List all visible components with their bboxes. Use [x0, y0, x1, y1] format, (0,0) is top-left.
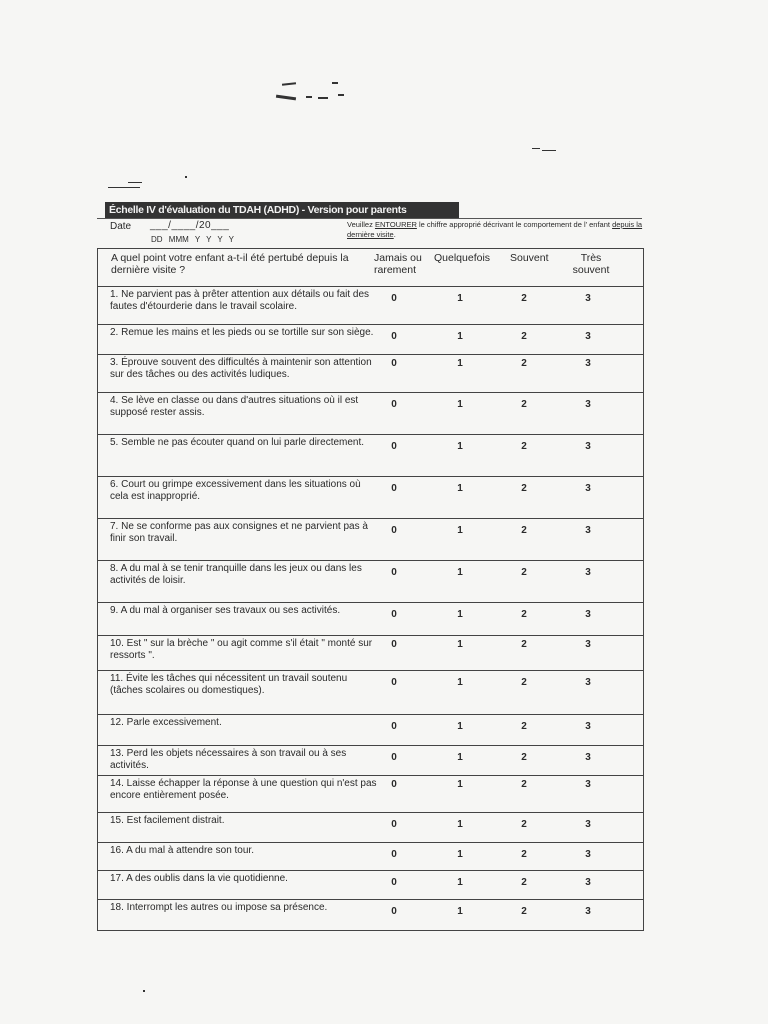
rating-option-1[interactable]: 1	[457, 877, 463, 888]
date-label: Date	[110, 221, 132, 232]
rating-option-2[interactable]: 2	[521, 358, 527, 369]
rating-option-0[interactable]: 0	[391, 331, 397, 342]
rating-option-0[interactable]: 0	[391, 721, 397, 732]
rating-option-2[interactable]: 2	[521, 293, 527, 304]
rating-option-0[interactable]: 0	[391, 358, 397, 369]
instruction-verb: ENTOURER	[374, 220, 417, 229]
rating-option-1[interactable]: 1	[457, 906, 463, 917]
table-row	[98, 900, 643, 931]
rating-option-3[interactable]: 3	[585, 752, 591, 763]
rating-option-3[interactable]: 3	[585, 525, 591, 536]
table-question: A quel point votre enfant a-t-il été pertubé depuis la dernière visite ?	[111, 252, 349, 276]
item-text: 8. A du mal à se tenir tranquille dans les jeux ou dans les activités de loisir.	[110, 563, 362, 586]
table-row	[98, 603, 643, 636]
rating-option-2[interactable]: 2	[521, 677, 527, 688]
rating-option-3[interactable]: 3	[585, 849, 591, 860]
scan-mark	[532, 148, 540, 149]
rating-option-1[interactable]: 1	[457, 721, 463, 732]
rating-option-1[interactable]: 1	[457, 399, 463, 410]
instruction-underline: depuis la dernière visite	[347, 220, 643, 239]
rating-option-2[interactable]: 2	[521, 399, 527, 410]
date-format-hint: DD MMM Y Y Y Y	[151, 235, 234, 244]
rating-option-1[interactable]: 1	[457, 609, 463, 620]
rating-option-2[interactable]: 2	[521, 906, 527, 917]
rating-option-0[interactable]: 0	[391, 441, 397, 452]
rating-option-3[interactable]: 3	[585, 779, 591, 790]
rating-option-0[interactable]: 0	[391, 752, 397, 763]
column-header-very-often: Très souvent	[572, 252, 610, 276]
rating-option-2[interactable]: 2	[521, 525, 527, 536]
table-row	[98, 519, 643, 561]
item-text: 4. Se lève en classe ou dans d'autres situations où il est supposé rester assis.	[110, 395, 359, 418]
scan-mark	[306, 96, 312, 98]
rating-option-1[interactable]: 1	[457, 441, 463, 452]
item-text: 13. Perd les objets nécessaires à son travail ou à ses activités.	[110, 748, 347, 771]
item-text: 7. Ne se conforme pas aux consignes et ne parvient pas à finir son travail.	[110, 521, 368, 544]
scan-mark	[143, 990, 145, 992]
form-title: Échelle IV d'évaluation du TDAH (ADHD) - Version pour parents	[105, 202, 459, 218]
scan-mark	[282, 82, 296, 85]
rating-option-3[interactable]: 3	[585, 441, 591, 452]
rating-option-3[interactable]: 3	[585, 567, 591, 578]
rating-option-0[interactable]: 0	[391, 906, 397, 917]
rating-option-1[interactable]: 1	[457, 525, 463, 536]
item-text: 12. Parle excessivement.	[110, 717, 222, 728]
instruction-prefix: Veuillez	[347, 220, 373, 229]
rating-option-1[interactable]: 1	[457, 752, 463, 763]
scan-mark	[332, 82, 338, 84]
table-row	[98, 355, 643, 393]
item-text: 9. A du mal à organiser ses travaux ou ses activités.	[110, 605, 341, 616]
rating-option-0[interactable]: 0	[391, 567, 397, 578]
table-row	[98, 715, 643, 746]
rating-option-0[interactable]: 0	[391, 639, 397, 650]
date-field[interactable]: ___/____/20___	[150, 220, 230, 231]
rating-option-2[interactable]: 2	[521, 567, 527, 578]
rating-option-1[interactable]: 1	[457, 483, 463, 494]
rating-option-1[interactable]: 1	[457, 358, 463, 369]
rating-option-3[interactable]: 3	[585, 483, 591, 494]
table-row	[98, 435, 643, 477]
item-text: 18. Interrompt les autres ou impose sa présence.	[110, 902, 328, 913]
rating-option-0[interactable]: 0	[391, 525, 397, 536]
column-header-never: Jamais ou rarement	[374, 252, 422, 276]
table-row	[98, 325, 643, 355]
item-text: 15. Est facilement distrait.	[110, 815, 225, 826]
rating-option-1[interactable]: 1	[457, 819, 463, 830]
item-text: 1. Ne parvient pas à prêter attention aux détails ou fait des fautes d'étourderie dans le travail scolaire.	[110, 289, 370, 312]
rating-option-2[interactable]: 2	[521, 849, 527, 860]
scan-mark	[276, 95, 296, 101]
rating-option-1[interactable]: 1	[457, 639, 463, 650]
rating-option-0[interactable]: 0	[391, 849, 397, 860]
title-rule	[97, 218, 642, 219]
table-header-row	[98, 249, 643, 287]
rating-option-1[interactable]: 1	[457, 779, 463, 790]
rating-option-0[interactable]: 0	[391, 877, 397, 888]
table-row	[98, 636, 643, 671]
rating-option-1[interactable]: 1	[457, 331, 463, 342]
rating-option-3[interactable]: 3	[585, 358, 591, 369]
item-text: 2. Remue les mains et les pieds ou se tortille sur son siège.	[110, 327, 374, 338]
scan-mark	[542, 150, 556, 151]
rating-option-3[interactable]: 3	[585, 293, 591, 304]
item-text: 5. Semble ne pas écouter quand on lui parle directement.	[110, 437, 365, 448]
rating-option-2[interactable]: 2	[521, 779, 527, 790]
rating-option-2[interactable]: 2	[521, 819, 527, 830]
instructions	[347, 220, 643, 240]
item-text: 10. Est " sur la brèche " ou agit comme s'il était " monté sur ressorts ".	[110, 638, 373, 661]
item-text: 16. A du mal à attendre son tour.	[110, 845, 254, 856]
scan-mark	[128, 182, 142, 183]
rating-option-2[interactable]: 2	[521, 721, 527, 732]
item-text: 17. A des oublis dans la vie quotidienne.	[110, 873, 288, 884]
instruction-end: .	[393, 230, 396, 239]
item-text: 3. Éprouve souvent des difficultés à maintenir son attention sur des tâches ou des activités ludiques.	[110, 357, 372, 380]
rating-option-1[interactable]: 1	[457, 677, 463, 688]
item-text: 11. Évite les tâches qui nécessitent un travail soutenu (tâches scolaires ou domestiques).	[110, 673, 348, 696]
table-row	[98, 746, 643, 776]
rating-option-3[interactable]: 3	[585, 677, 591, 688]
rating-option-2[interactable]: 2	[521, 752, 527, 763]
rating-option-3[interactable]: 3	[585, 609, 591, 620]
rating-option-0[interactable]: 0	[391, 677, 397, 688]
rating-table	[97, 248, 644, 931]
table-row	[98, 871, 643, 900]
rating-option-0[interactable]: 0	[391, 819, 397, 830]
rating-option-3[interactable]: 3	[585, 399, 591, 410]
table-row	[98, 287, 643, 325]
rating-option-0[interactable]: 0	[391, 399, 397, 410]
rating-option-2[interactable]: 2	[521, 609, 527, 620]
instruction-mid: le chiffre approprié décrivant le comportement de l' enfant	[419, 220, 610, 229]
column-header-sometimes: Quelquefois	[434, 252, 491, 264]
rating-option-1[interactable]: 1	[457, 293, 463, 304]
rating-option-3[interactable]: 3	[585, 906, 591, 917]
rating-option-3[interactable]: 3	[585, 721, 591, 732]
item-text: 14. Laisse échapper la réponse à une question qui n'est pas encore entièrement posée.	[110, 778, 377, 801]
rating-option-0[interactable]: 0	[391, 779, 397, 790]
rating-option-3[interactable]: 3	[585, 819, 591, 830]
rating-option-1[interactable]: 1	[457, 849, 463, 860]
rating-option-1[interactable]: 1	[457, 567, 463, 578]
table-row	[98, 813, 643, 843]
table-row	[98, 477, 643, 519]
rating-option-2[interactable]: 2	[521, 331, 527, 342]
rating-option-3[interactable]: 3	[585, 331, 591, 342]
rating-option-2[interactable]: 2	[521, 483, 527, 494]
rating-option-3[interactable]: 3	[585, 639, 591, 650]
rating-option-2[interactable]: 2	[521, 441, 527, 452]
scan-mark	[338, 94, 344, 96]
table-row	[98, 671, 643, 715]
table-row	[98, 843, 643, 871]
scan-mark	[318, 97, 328, 99]
item-text: 6. Court ou grimpe excessivement dans les situations où cela est inapproprié.	[110, 479, 361, 502]
table-row	[98, 561, 643, 603]
rating-option-2[interactable]: 2	[521, 639, 527, 650]
rating-option-0[interactable]: 0	[391, 609, 397, 620]
rating-option-3[interactable]: 3	[585, 877, 591, 888]
table-row	[98, 776, 643, 813]
rating-option-2[interactable]: 2	[521, 877, 527, 888]
table-row	[98, 393, 643, 435]
scan-mark	[185, 176, 187, 178]
column-header-often: Souvent	[510, 252, 549, 264]
rating-option-0[interactable]: 0	[391, 293, 397, 304]
rating-option-0[interactable]: 0	[391, 483, 397, 494]
scan-mark	[108, 187, 140, 188]
